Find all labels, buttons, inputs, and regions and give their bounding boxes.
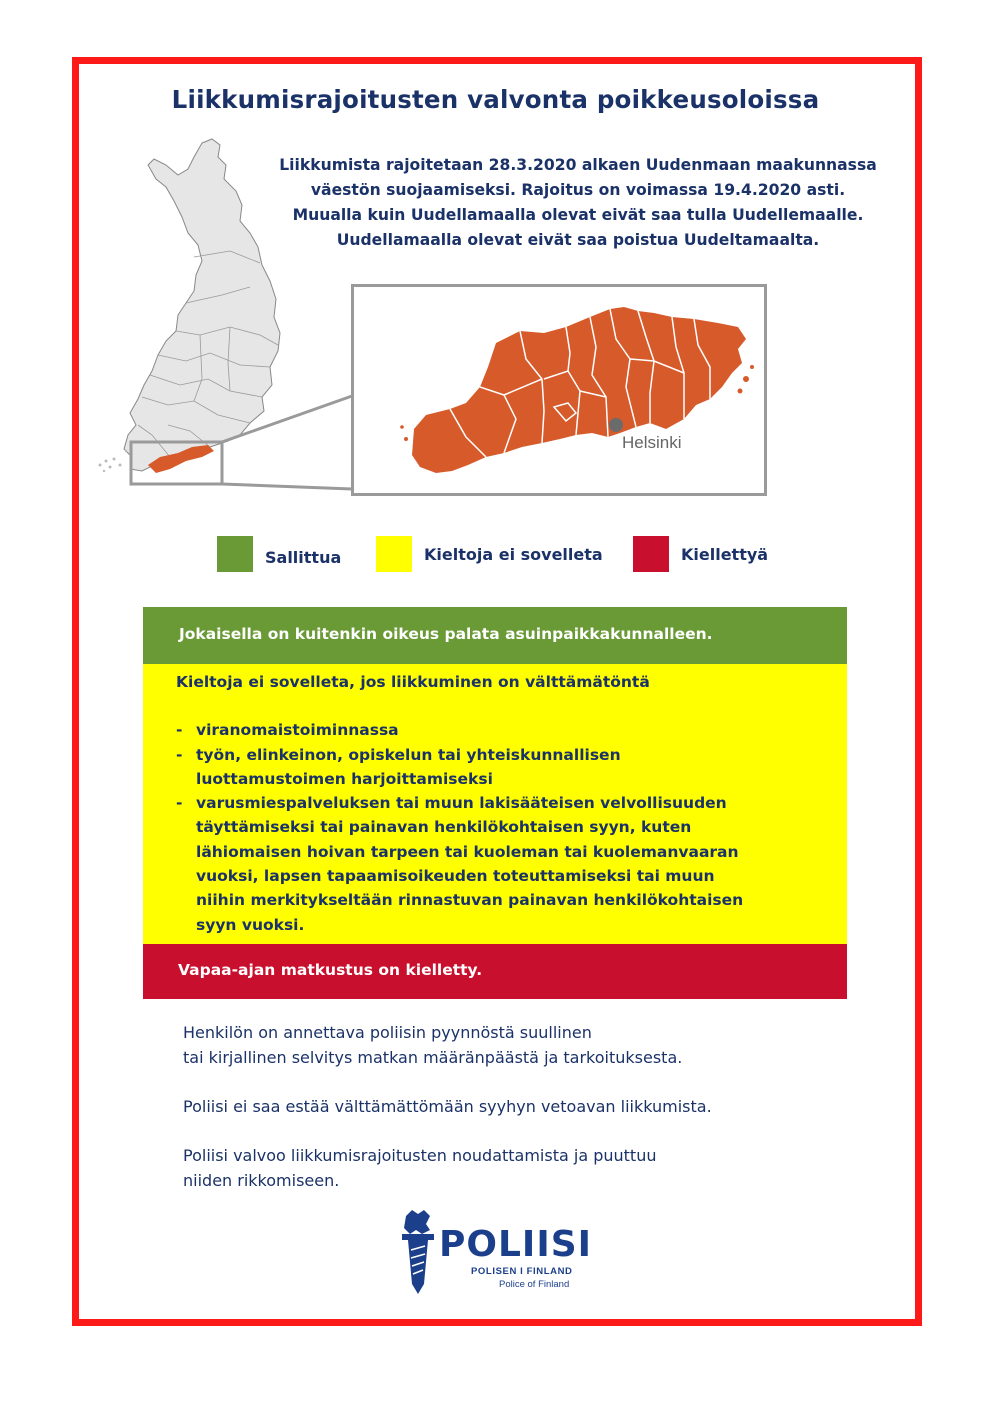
logo-english: Police of Finland — [499, 1279, 570, 1290]
legend-swatch-red — [633, 536, 669, 572]
forbidden-band: Vapaa-ajan matkustus on kielletty. — [143, 944, 847, 999]
exception-item — [176, 791, 847, 815]
exception-line: täyttämiseksi tai painavan henkilökohtaisen syyn, kuten — [196, 818, 692, 837]
list-dash: - — [176, 794, 183, 813]
body-line: Henkilön on annettava poliisin pyynnöstä suullinen — [183, 1023, 592, 1042]
legend-item-exception — [376, 536, 603, 572]
exception-line: vuoksi, lapsen tapaamisoikeuden toteuttamiseksi tai muun — [196, 867, 715, 886]
page-title: Liikkumisrajoitusten valvonta poikkeusoloissa — [171, 85, 820, 114]
exception-line: viranomaistoiminnassa — [196, 721, 399, 740]
exception-item — [176, 743, 847, 767]
archipelago-dots — [99, 450, 128, 472]
legend-label: Sallittua — [265, 547, 342, 567]
intro-line: Uudellamaalla olevat eivät saa poistua Uudeltamaalta. — [336, 231, 820, 249]
legend-label: Kiellettyä — [681, 544, 769, 564]
legend-item-allowed — [217, 536, 341, 572]
legend-item-forbidden — [633, 536, 768, 572]
exception-line: niihin merkitykseltään rinnastuvan painavan henkilökohtaisen — [196, 891, 744, 910]
list-dash: - — [176, 745, 183, 764]
logo-wordmark: POLIISI — [439, 1224, 593, 1265]
legend-swatch-yellow — [376, 536, 412, 572]
helsinki-marker — [609, 418, 623, 432]
legend-label: Kieltoja ei sovelleta — [424, 544, 603, 564]
uusimaa-map — [354, 287, 764, 493]
exception-item — [176, 718, 847, 742]
exception-line: varusmiespalveluksen tai muun lakisääteisen velvollisuuden — [196, 794, 727, 813]
body-paragraph — [183, 1143, 833, 1193]
logo-swedish: POLISEN I FINLAND — [471, 1266, 573, 1277]
intro-text — [248, 153, 908, 253]
intro-line: Muualla kuin Uudellamaalla olevat eivät saa tulla Uudellemaalle. — [292, 206, 864, 224]
police-logo — [396, 1206, 606, 1296]
body-text — [183, 1020, 833, 1217]
exception-heading: Kieltoja ei sovelleta, jos liikkuminen on välttämätöntä — [176, 673, 650, 691]
intro-line: Liikkumista rajoitetaan 28.3.2020 alkaen Uudenmaan maakunnassa — [279, 156, 877, 174]
body-line: tai kirjallinen selvitys matkan määränpäästä ja tarkoituksesta. — [183, 1048, 683, 1067]
legend-swatch-green — [217, 536, 253, 572]
exception-line: luottamustoimen harjoittamiseksi — [196, 769, 493, 788]
exception-line: työn, elinkeinon, opiskelun tai yhteiskunnallisen — [196, 745, 621, 764]
body-paragraph — [183, 1020, 833, 1070]
exception-band — [143, 664, 847, 944]
uusimaa-inset-map — [351, 284, 767, 496]
exception-line: syyn vuoksi. — [196, 915, 305, 934]
intro-line: väestön suojaamiseksi. Rajoitus on voimassa 19.4.2020 asti. — [310, 181, 846, 199]
list-dash: - — [176, 721, 183, 740]
allowed-band: Jokaisella on kuitenkin oikeus palata asuinpaikkakunnalleen. — [143, 607, 847, 664]
helsinki-label: Helsinki — [622, 433, 682, 452]
body-line: Poliisi valvoo liikkumisrajoitusten noudattamista ja puuttuu — [183, 1146, 657, 1165]
body-line: niiden rikkomiseen. — [183, 1171, 340, 1190]
exception-line: lähiomaisen hoivan tarpeen tai kuoleman tai kuolemanvaaran — [196, 842, 739, 861]
legend — [0, 536, 991, 576]
police-emblem-icon — [396, 1206, 440, 1296]
body-line: Poliisi ei saa estää välttämättömään syyhyn vetoavan liikkumista. — [183, 1097, 712, 1116]
body-paragraph — [183, 1094, 833, 1119]
